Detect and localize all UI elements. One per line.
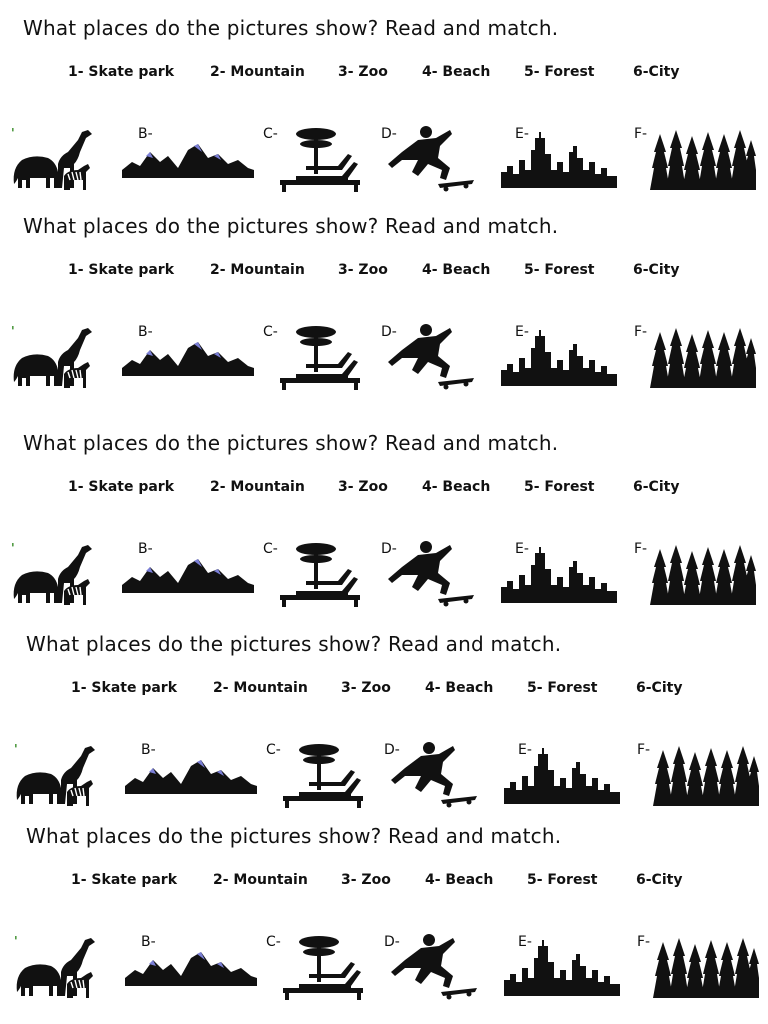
city-skyline-icon xyxy=(504,940,620,996)
picture-label-f: F- xyxy=(637,934,651,950)
tick-mark: ' xyxy=(11,541,15,555)
city-skyline-icon xyxy=(501,132,617,188)
option-city: 6-City xyxy=(633,64,680,80)
mountain-icon xyxy=(122,338,254,378)
instruction-heading: What places do the pictures show? Read and match. xyxy=(23,16,559,40)
skateboarder-icon xyxy=(391,932,479,1002)
option-city: 6-City xyxy=(636,872,683,888)
worksheet-block-5 xyxy=(3,808,768,1008)
tick-mark: ' xyxy=(14,742,18,756)
worksheet-block-4 xyxy=(3,616,768,816)
worksheet-block-2 xyxy=(0,198,768,398)
forest-icon xyxy=(650,128,756,190)
tick-mark: ' xyxy=(11,324,15,338)
option-skate-park: 1- Skate park xyxy=(68,479,175,495)
instruction-heading: What places do the pictures show? Read and match. xyxy=(23,214,559,238)
tick-mark: ' xyxy=(14,934,18,948)
option-zoo: 3- Zoo xyxy=(341,680,391,696)
option-city: 6-City xyxy=(633,479,680,495)
option-beach: 4- Beach xyxy=(422,262,491,278)
mountain-icon xyxy=(122,555,254,595)
zoo-animals-icon xyxy=(12,128,94,194)
picture-label-c: C- xyxy=(263,126,278,142)
option-skate-park: 1- Skate park xyxy=(68,262,175,278)
picture-label-e: E- xyxy=(515,324,529,340)
option-zoo: 3- Zoo xyxy=(338,64,388,80)
mountain-icon xyxy=(122,140,254,180)
picture-label-b: B- xyxy=(141,934,156,950)
forest-icon xyxy=(650,326,756,388)
picture-label-e: E- xyxy=(515,126,529,142)
forest-icon xyxy=(653,936,759,998)
picture-label-d: D- xyxy=(384,742,400,758)
city-skyline-icon xyxy=(501,330,617,386)
picture-label-b: B- xyxy=(138,541,153,557)
instruction-heading: What places do the pictures show? Read and match. xyxy=(23,431,559,455)
picture-label-e: E- xyxy=(518,742,532,758)
option-mountain: 2- Mountain xyxy=(213,680,308,696)
option-city: 6-City xyxy=(636,680,683,696)
option-forest: 5- Forest xyxy=(527,872,598,888)
picture-label-f: F- xyxy=(637,742,651,758)
mountain-icon xyxy=(125,756,257,796)
picture-label-f: F- xyxy=(634,324,648,340)
option-forest: 5- Forest xyxy=(524,64,595,80)
city-skyline-icon xyxy=(504,748,620,804)
picture-label-d: D- xyxy=(381,126,397,142)
picture-label-b: B- xyxy=(138,324,153,340)
picture-label-b: B- xyxy=(141,742,156,758)
skateboarder-icon xyxy=(388,124,476,194)
option-city: 6-City xyxy=(633,262,680,278)
zoo-animals-icon xyxy=(15,744,97,810)
option-beach: 4- Beach xyxy=(422,64,491,80)
picture-label-c: C- xyxy=(266,742,281,758)
option-zoo: 3- Zoo xyxy=(338,479,388,495)
worksheet-block-1 xyxy=(0,0,768,200)
option-forest: 5- Forest xyxy=(524,479,595,495)
beach-icon xyxy=(281,934,365,1000)
picture-label-c: C- xyxy=(263,541,278,557)
beach-icon xyxy=(278,541,362,607)
zoo-animals-icon xyxy=(12,543,94,609)
beach-icon xyxy=(281,742,365,808)
option-zoo: 3- Zoo xyxy=(341,872,391,888)
option-beach: 4- Beach xyxy=(425,680,494,696)
option-forest: 5- Forest xyxy=(524,262,595,278)
picture-label-e: E- xyxy=(518,934,532,950)
picture-label-e: E- xyxy=(515,541,529,557)
picture-label-b: B- xyxy=(138,126,153,142)
skateboarder-icon xyxy=(391,740,479,810)
picture-label-d: D- xyxy=(384,934,400,950)
picture-label-c: C- xyxy=(263,324,278,340)
forest-icon xyxy=(653,744,759,806)
picture-label-c: C- xyxy=(266,934,281,950)
beach-icon xyxy=(278,324,362,390)
picture-label-d: D- xyxy=(381,541,397,557)
option-mountain: 2- Mountain xyxy=(213,872,308,888)
option-mountain: 2- Mountain xyxy=(210,479,305,495)
option-beach: 4- Beach xyxy=(425,872,494,888)
picture-label-f: F- xyxy=(634,541,648,557)
instruction-heading: What places do the pictures show? Read and match. xyxy=(26,824,562,848)
option-mountain: 2- Mountain xyxy=(210,64,305,80)
zoo-animals-icon xyxy=(15,936,97,1002)
option-skate-park: 1- Skate park xyxy=(71,872,178,888)
option-forest: 5- Forest xyxy=(527,680,598,696)
forest-icon xyxy=(650,543,756,605)
skateboarder-icon xyxy=(388,322,476,392)
option-beach: 4- Beach xyxy=(422,479,491,495)
skateboarder-icon xyxy=(388,539,476,609)
tick-mark: ' xyxy=(11,126,15,140)
mountain-icon xyxy=(125,948,257,988)
picture-label-d: D- xyxy=(381,324,397,340)
zoo-animals-icon xyxy=(12,326,94,392)
beach-icon xyxy=(278,126,362,192)
instruction-heading: What places do the pictures show? Read and match. xyxy=(26,632,562,656)
worksheet-block-3 xyxy=(0,415,768,615)
option-skate-park: 1- Skate park xyxy=(68,64,175,80)
picture-label-f: F- xyxy=(634,126,648,142)
city-skyline-icon xyxy=(501,547,617,603)
option-zoo: 3- Zoo xyxy=(338,262,388,278)
option-mountain: 2- Mountain xyxy=(210,262,305,278)
option-skate-park: 1- Skate park xyxy=(71,680,178,696)
